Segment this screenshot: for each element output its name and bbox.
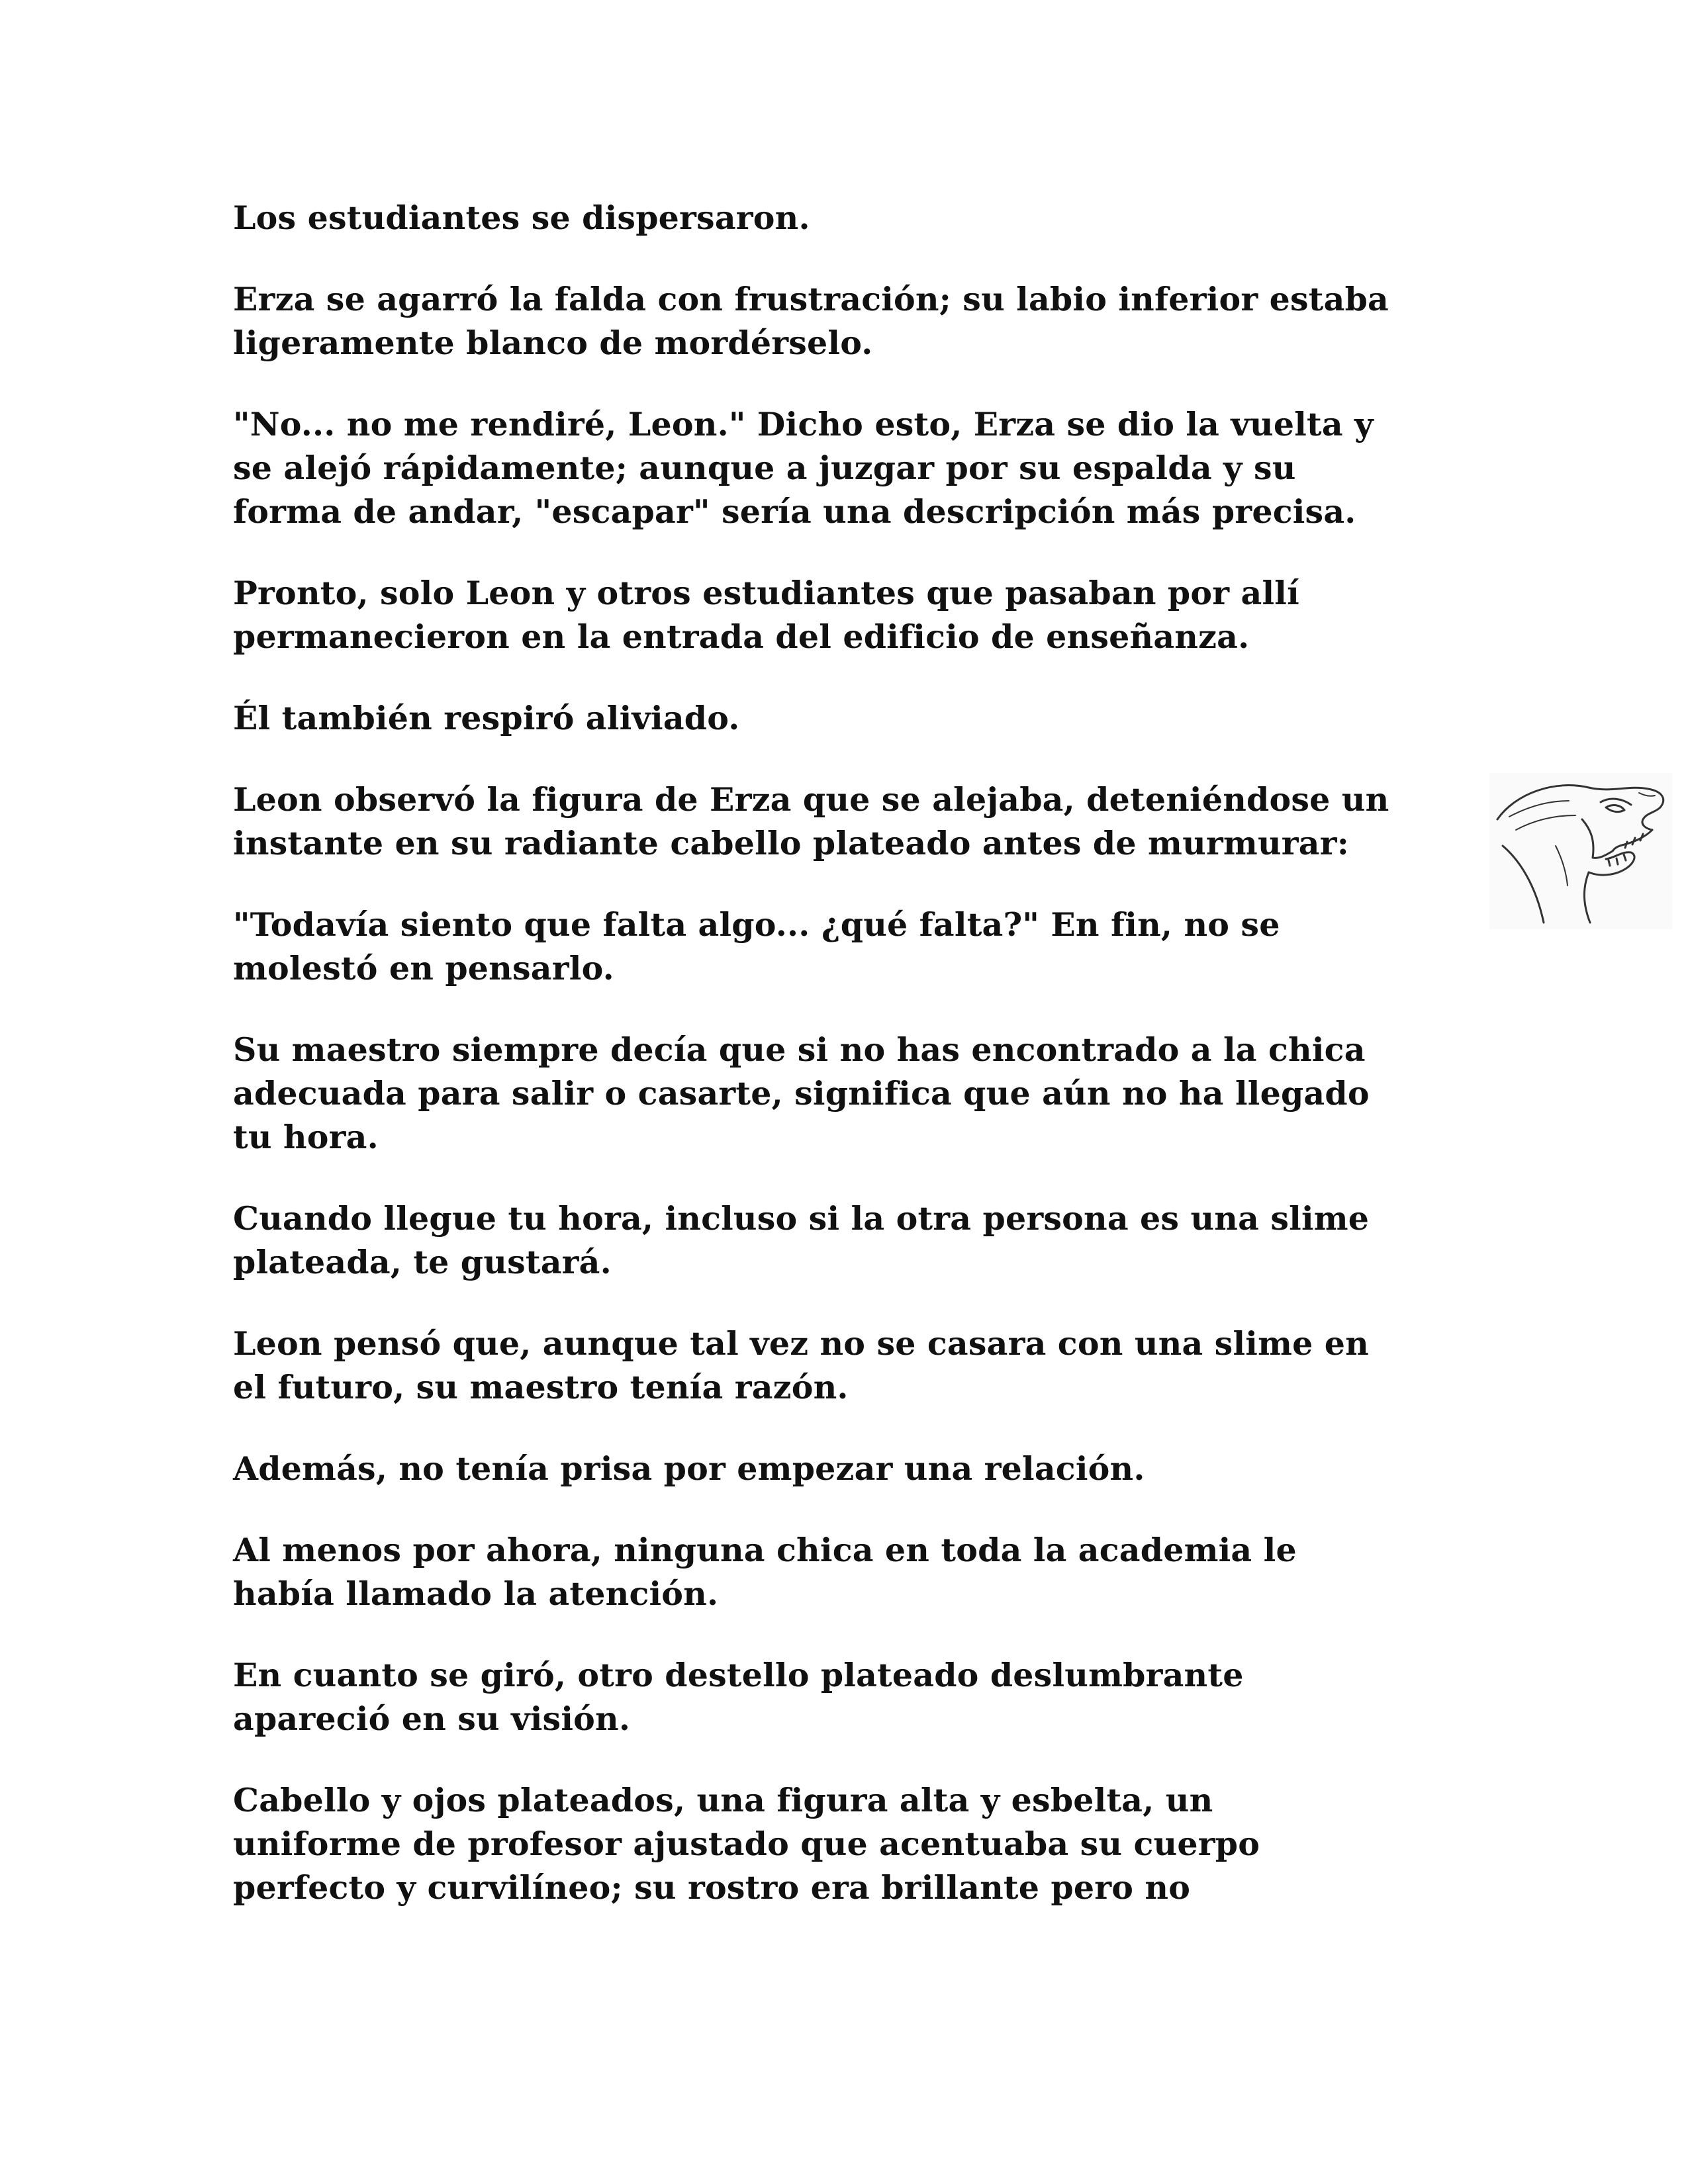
text-line: Pronto, solo Leon y otros estudiantes que pasaban por allí	[233, 574, 1299, 612]
text-line: se alejó rápidamente; aunque a juzgar por su espalda y su	[233, 449, 1296, 487]
text-line: Además, no tenía prisa por empezar una relación.	[233, 1449, 1145, 1488]
dinosaur-logo	[1489, 773, 1672, 929]
text-line: Al menos por ahora, ninguna chica en toda la academia le	[233, 1531, 1297, 1569]
text-line: instante en su radiante cabello plateado antes de murmurar:	[233, 824, 1350, 862]
paragraph	[233, 1447, 1477, 1490]
text-line: Su maestro siempre decía que si no has encontrado a la chica	[233, 1030, 1366, 1069]
text-line: había llamado la atención.	[233, 1574, 719, 1613]
text-line: permanecieron en la entrada del edificio de enseñanza.	[233, 617, 1250, 656]
text-line: adecuada para salir o casarte, significa que aún no ha llegado	[233, 1074, 1370, 1113]
text-line: el futuro, su maestro tenía razón.	[233, 1368, 849, 1406]
dinosaur-sketch-icon	[1489, 773, 1672, 929]
paragraph	[233, 778, 1477, 865]
paragraph	[233, 1197, 1477, 1284]
text-line: En cuanto se giró, otro destello plateado deslumbrante	[233, 1656, 1244, 1694]
paragraph	[233, 696, 1477, 740]
text-line: Erza se agarró la falda con frustración; su labio inferior estaba	[233, 280, 1389, 318]
paragraph	[233, 571, 1477, 659]
paragraph	[233, 196, 1477, 240]
text-line: plateada, te gustará.	[233, 1243, 612, 1281]
body-text	[233, 196, 1477, 1947]
text-line: ligeramente blanco de mordérselo.	[233, 324, 873, 362]
text-line: apareció en su visión.	[233, 1700, 631, 1738]
text-line: Él también respiró aliviado.	[233, 699, 740, 737]
text-line: tu hora.	[233, 1118, 379, 1156]
paragraph	[233, 903, 1477, 990]
paragraph	[233, 1653, 1477, 1741]
paragraph	[233, 277, 1477, 365]
text-line: Cabello y ojos plateados, una figura alta y esbelta, un	[233, 1781, 1213, 1819]
text-line: Leon observó la figura de Erza que se alejaba, deteniéndose un	[233, 780, 1389, 819]
text-line: uniforme de profesor ajustado que acentuaba su cuerpo	[233, 1825, 1260, 1863]
text-line: "Todavía siento que falta algo... ¿qué falta?" En fin, no se	[233, 905, 1280, 944]
text-line: perfecto y curvilíneo; su rostro era brillante pero no	[233, 1868, 1191, 1907]
paragraph	[233, 1528, 1477, 1615]
paragraph	[233, 1028, 1477, 1159]
text-line: Leon pensó que, aunque tal vez no se casara con una slime en	[233, 1324, 1369, 1363]
paragraph	[233, 402, 1477, 533]
paragraph	[233, 1778, 1477, 1909]
text-line: "No... no me rendiré, Leon." Dicho esto, Erza se dio la vuelta y	[233, 405, 1374, 443]
text-line: Cuando llegue tu hora, incluso si la otra persona es una slime	[233, 1199, 1370, 1238]
text-line: molestó en pensarlo.	[233, 949, 614, 987]
text-line: Los estudiantes se dispersaron.	[233, 199, 810, 237]
text-line: forma de andar, "escapar" sería una descripción más precisa.	[233, 492, 1356, 531]
paragraph	[233, 1322, 1477, 1409]
